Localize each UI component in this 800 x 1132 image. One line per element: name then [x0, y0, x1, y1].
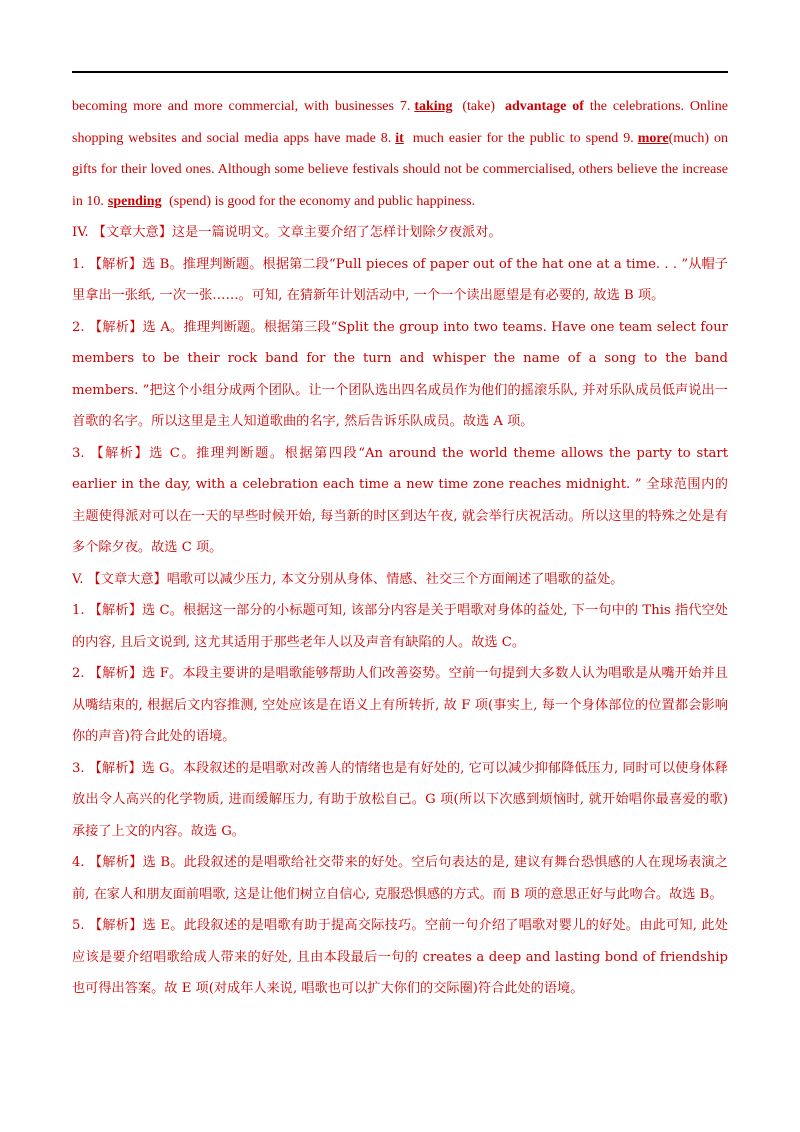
answer-10: spending — [107, 193, 162, 209]
section-4-q2-explanation: 2. 【解析】选 A。推理判断题。根据第三段“Split the group into two teams. Have one team select four members to be their rock band for the turn and whisper the name of a song to the band members. ”把这个小组分成两个团队。让一个团队选出四名成员作为他们的摇滚乐队, 并对乐队成员低声说出一首歌的名字。所以这里是主人知道歌曲的名字, 然后告诉乐队成员。故选 A 项。 — [72, 319, 728, 429]
section-4-q1-explanation: 1. 【解析】选 B。推理判断题。根据第二段“Pull pieces of paper out of the hat one at a time. . . ”从帽子里拿出一张纸, 一次一张……。可知, 在猜新年计划活动中, 一个一个读出愿望是有必要的, 故选 B 项。 — [72, 256, 728, 303]
answer-7: taking — [414, 99, 453, 114]
answer-key-content — [72, 91, 728, 1005]
answer-8: it — [395, 130, 404, 146]
answer-7-phrase: advantage of — [504, 99, 584, 114]
passage-text: becoming more and more commercial, with businesses 7. — [72, 99, 411, 114]
answer-9: more — [637, 130, 669, 146]
passage-text: (spend) is good for the economy and public happiness. — [169, 193, 476, 209]
section-5-q3-explanation: 3. 【解析】选 G。本段叙述的是唱歌对改善人的情绪也是有好处的, 它可以减少抑郁降低压力, 同时可以使身体释放出令人高兴的化学物质, 进而缓解压力, 有助于放松自己。G 项(所以下次感到烦恼时, 就开始唱你最喜爱的歌)承接了上文的内容。故选 G。 — [72, 760, 728, 839]
passage-text: the celebrations. Online shopping websites and social media apps have made 8. — [72, 99, 729, 146]
section-5-q5-explanation: 5. 【解析】选 E。此段叙述的是唱歌有助于提高交际技巧。空前一句介绍了唱歌对婴儿的好处。由此可知, 此处应该是要介绍唱歌给成人带来的好处, 且由本段最后一句的 creates a deep and lasting bond of friendship 也可得出答案。故 E 项(对成年人来说, 唱歌也可以扩大你们的交际圈)符合此处的语境。 — [72, 918, 728, 996]
section-5-summary: V. 【文章大意】唱歌可以减少压力, 本文分别从身体、情感、社交三个方面阐述了唱歌的益处。 — [72, 571, 624, 587]
header-rule — [72, 71, 728, 73]
section-5-q4-explanation: 4. 【解析】选 B。此段叙述的是唱歌给社交带来的好处。空后句表达的是, 建议有舞台恐惧感的人在现场表演之前, 在家人和朋友面前唱歌, 这是让他们树立自信心, 克服恐惧感的方式。而 B 项的意思正好与此吻合。故选 B。 — [72, 855, 728, 902]
passage-text: much easier for the public to spend 9. — [412, 130, 634, 146]
passage-text: (much) on gifts for their loved ones. Although some believe festivals should not be commercialised, others believe the increase in 10. — [72, 130, 728, 209]
passage-text: (take) — [462, 99, 496, 114]
section-5-q1-explanation: 1. 【解析】选 C。根据这一部分的小标题可知, 该部分内容是关于唱歌对身体的益处, 下一句中的 This 指代空处的内容, 且后文说到, 这尤其适用于那些老年人以及声音有缺陷的人。故选 C。 — [72, 603, 728, 650]
section-5-q2-explanation: 2. 【解析】选 F。本段主要讲的是唱歌能够帮助人们改善姿势。空前一句提到大多数人认为唱歌是从嘴开始并且从嘴结束的, 根据后文内容推测, 空处应该是在语义上有所转折, 故 F 项(事实上, 每一个身体部位的位置都会影响你的声音)符合此处的语境。 — [72, 666, 728, 744]
passage-continuation — [72, 91, 728, 217]
section-4-q3-explanation: 3. 【解析】选 C。推理判断题。根据第四段“An around the world theme allows the party to start earlier in the day, with a celebration each time a new time zone reaches midnight. ” 全球范围内的主题使得派对可以在一天的早些时候开始, 每当新的时区到达午夜, 就会举行庆祝活动。所以这里的特殊之处是有多个除夕夜。故选 C 项。 — [72, 445, 728, 555]
section-4-summary: IV. 【文章大意】这是一篇说明文。文章主要介绍了怎样计划除夕夜派对。 — [72, 225, 502, 240]
